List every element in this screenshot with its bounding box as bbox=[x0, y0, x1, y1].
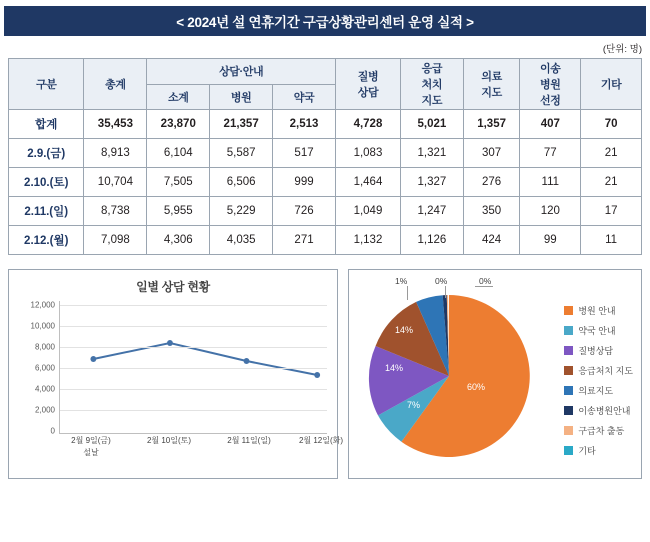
cell-disease: 1,049 bbox=[335, 197, 400, 226]
cell-disease: 4,728 bbox=[335, 110, 400, 139]
cell-transfer: 99 bbox=[520, 226, 581, 255]
legend-label: 구급차 출동 bbox=[578, 426, 625, 436]
pie-chart-legend bbox=[564, 304, 633, 464]
pie-value-hospital: 60% bbox=[467, 382, 486, 392]
legend-item bbox=[564, 324, 633, 337]
charts-row bbox=[8, 269, 642, 479]
cell-transfer: 407 bbox=[520, 110, 581, 139]
col-header-transfer-line3: 선정 bbox=[540, 95, 561, 107]
y-tick: 6,000 bbox=[34, 363, 55, 373]
cell-pharmacy: 271 bbox=[273, 226, 336, 255]
cell-etc: 21 bbox=[581, 168, 642, 197]
col-header-disease-line2: 상담 bbox=[357, 87, 379, 99]
cell-disease: 1,464 bbox=[335, 168, 400, 197]
col-header-transfer bbox=[520, 59, 581, 110]
row-label: 2.11.(일) bbox=[9, 197, 84, 226]
y-tick: 8,000 bbox=[34, 342, 55, 352]
x-tick: 2월 10일(토) bbox=[146, 436, 192, 445]
cell-hospital: 5,229 bbox=[210, 197, 273, 226]
pie-value-transfer: 0% bbox=[435, 276, 448, 286]
col-header-emergency-line1: 응급 bbox=[421, 63, 443, 75]
cell-transfer: 120 bbox=[520, 197, 581, 226]
line-chart-title: 일별 상담 현황 bbox=[136, 280, 210, 294]
y-tick: 2,000 bbox=[34, 405, 55, 415]
legend-label: 약국 안내 bbox=[578, 326, 616, 336]
cell-total: 10,704 bbox=[84, 168, 147, 197]
row-label: 합계 bbox=[9, 110, 84, 139]
cell-emergency: 5,021 bbox=[400, 110, 463, 139]
pie-value-disease: 14% bbox=[385, 363, 404, 373]
table-row bbox=[9, 110, 642, 139]
col-header-disease bbox=[335, 59, 400, 110]
cell-total: 35,453 bbox=[84, 110, 147, 139]
x-tick: 2월 12일(화) bbox=[298, 436, 344, 445]
cell-sub: 4,306 bbox=[147, 226, 210, 255]
pie-chart bbox=[348, 269, 642, 479]
col-header-emergency bbox=[400, 59, 463, 110]
legend-label: 병원 안내 bbox=[578, 306, 616, 316]
cell-disease: 1,132 bbox=[335, 226, 400, 255]
cell-hospital: 5,587 bbox=[210, 139, 273, 168]
col-header-medical-line1: 의료 bbox=[481, 71, 502, 83]
cell-medical: 307 bbox=[463, 139, 520, 168]
legend-label: 기타 bbox=[578, 446, 596, 456]
legend-label: 질병상담 bbox=[578, 346, 614, 356]
cell-sub: 6,104 bbox=[147, 139, 210, 168]
cell-transfer: 111 bbox=[520, 168, 581, 197]
cell-emergency: 1,321 bbox=[400, 139, 463, 168]
line-chart-x-axis bbox=[59, 435, 344, 461]
legend-item bbox=[564, 364, 633, 377]
col-header-emergency-line2: 처치 bbox=[421, 79, 443, 91]
line-chart-grid bbox=[59, 301, 327, 434]
cell-transfer: 77 bbox=[520, 139, 581, 168]
pie-value-pharmacy: 7% bbox=[407, 400, 421, 410]
cell-pharmacy: 726 bbox=[273, 197, 336, 226]
col-header-disease-line1: 질병 bbox=[357, 71, 379, 83]
row-label: 2.9.(금) bbox=[9, 139, 84, 168]
cell-total: 8,913 bbox=[84, 139, 147, 168]
cell-etc: 11 bbox=[581, 226, 642, 255]
row-label: 2.12.(월) bbox=[9, 226, 84, 255]
cell-sub: 5,955 bbox=[147, 197, 210, 226]
line-chart-y-axis bbox=[15, 300, 57, 436]
table-row bbox=[9, 226, 642, 255]
cell-pharmacy: 517 bbox=[273, 139, 336, 168]
cell-emergency: 1,247 bbox=[400, 197, 463, 226]
col-header-transfer-line1: 이송 bbox=[540, 63, 561, 75]
cell-total: 7,098 bbox=[84, 226, 147, 255]
legend-item bbox=[564, 444, 633, 457]
cell-pharmacy: 2,513 bbox=[273, 110, 336, 139]
legend-item bbox=[564, 304, 633, 317]
col-header-emergency-line3: 지도 bbox=[421, 95, 443, 107]
pie-value-medical: 1% bbox=[395, 276, 408, 286]
statistics-table bbox=[8, 58, 642, 255]
cell-etc: 17 bbox=[581, 197, 642, 226]
legend-item bbox=[564, 404, 633, 417]
document-page bbox=[0, 6, 650, 542]
pie-value-ambulance: 0% bbox=[479, 276, 492, 286]
cell-sub: 7,505 bbox=[147, 168, 210, 197]
y-tick: 12,000 bbox=[30, 300, 55, 310]
cell-hospital: 21,357 bbox=[210, 110, 273, 139]
pie-chart-svg bbox=[359, 286, 539, 466]
col-header-medical-line2: 지도 bbox=[481, 87, 502, 99]
col-header-transfer-line2: 병원 bbox=[540, 79, 561, 91]
cell-hospital: 6,506 bbox=[210, 168, 273, 197]
table-row bbox=[9, 197, 642, 226]
col-header-hospital: 병원 bbox=[210, 84, 273, 110]
pie-value-emergency: 14% bbox=[395, 325, 414, 335]
cell-disease: 1,083 bbox=[335, 139, 400, 168]
x-tick: 2월 9일(금) bbox=[71, 436, 111, 445]
legend-item bbox=[564, 384, 633, 397]
cell-emergency: 1,126 bbox=[400, 226, 463, 255]
cell-total: 8,738 bbox=[84, 197, 147, 226]
legend-item bbox=[564, 344, 633, 357]
cell-etc: 70 bbox=[581, 110, 642, 139]
table-row bbox=[9, 139, 642, 168]
cell-medical: 276 bbox=[463, 168, 520, 197]
cell-etc: 21 bbox=[581, 139, 642, 168]
legend-item bbox=[564, 424, 633, 437]
row-label: 2.10.(토) bbox=[9, 168, 84, 197]
cell-sub: 23,870 bbox=[147, 110, 210, 139]
unit-note: (단위: 명) bbox=[602, 44, 642, 55]
cell-hospital: 4,035 bbox=[210, 226, 273, 255]
line-chart bbox=[8, 269, 344, 479]
col-header-counsel-group: 상담·안내 bbox=[147, 59, 336, 85]
legend-label: 이송병원안내 bbox=[578, 406, 631, 416]
col-header-etc: 기타 bbox=[581, 59, 642, 110]
col-header-pharmacy: 약국 bbox=[273, 84, 336, 110]
cell-emergency: 1,327 bbox=[400, 168, 463, 197]
line-chart-series bbox=[60, 301, 327, 433]
y-tick: 0 bbox=[50, 426, 55, 436]
col-header-total: 총계 bbox=[84, 59, 147, 110]
y-tick: 10,000 bbox=[30, 321, 55, 331]
cell-medical: 424 bbox=[463, 226, 520, 255]
col-header-medical bbox=[463, 59, 520, 110]
cell-pharmacy: 999 bbox=[273, 168, 336, 197]
x-tick-sub: 설날 bbox=[83, 448, 99, 457]
cell-medical: 350 bbox=[463, 197, 520, 226]
line-chart-plot bbox=[15, 300, 331, 436]
page-title: < 2024년 설 연휴기간 구급상황관리센터 운영 실적 > bbox=[4, 6, 646, 36]
legend-label: 의료지도 bbox=[578, 386, 614, 396]
cell-medical: 1,357 bbox=[463, 110, 520, 139]
y-tick: 4,000 bbox=[34, 384, 55, 394]
col-header-gubun: 구분 bbox=[9, 59, 84, 110]
table-row bbox=[9, 168, 642, 197]
legend-label: 응급처치 지도 bbox=[578, 366, 633, 376]
x-tick: 2월 11일(일) bbox=[227, 436, 271, 445]
col-header-counsel-sub: 소계 bbox=[147, 84, 210, 110]
